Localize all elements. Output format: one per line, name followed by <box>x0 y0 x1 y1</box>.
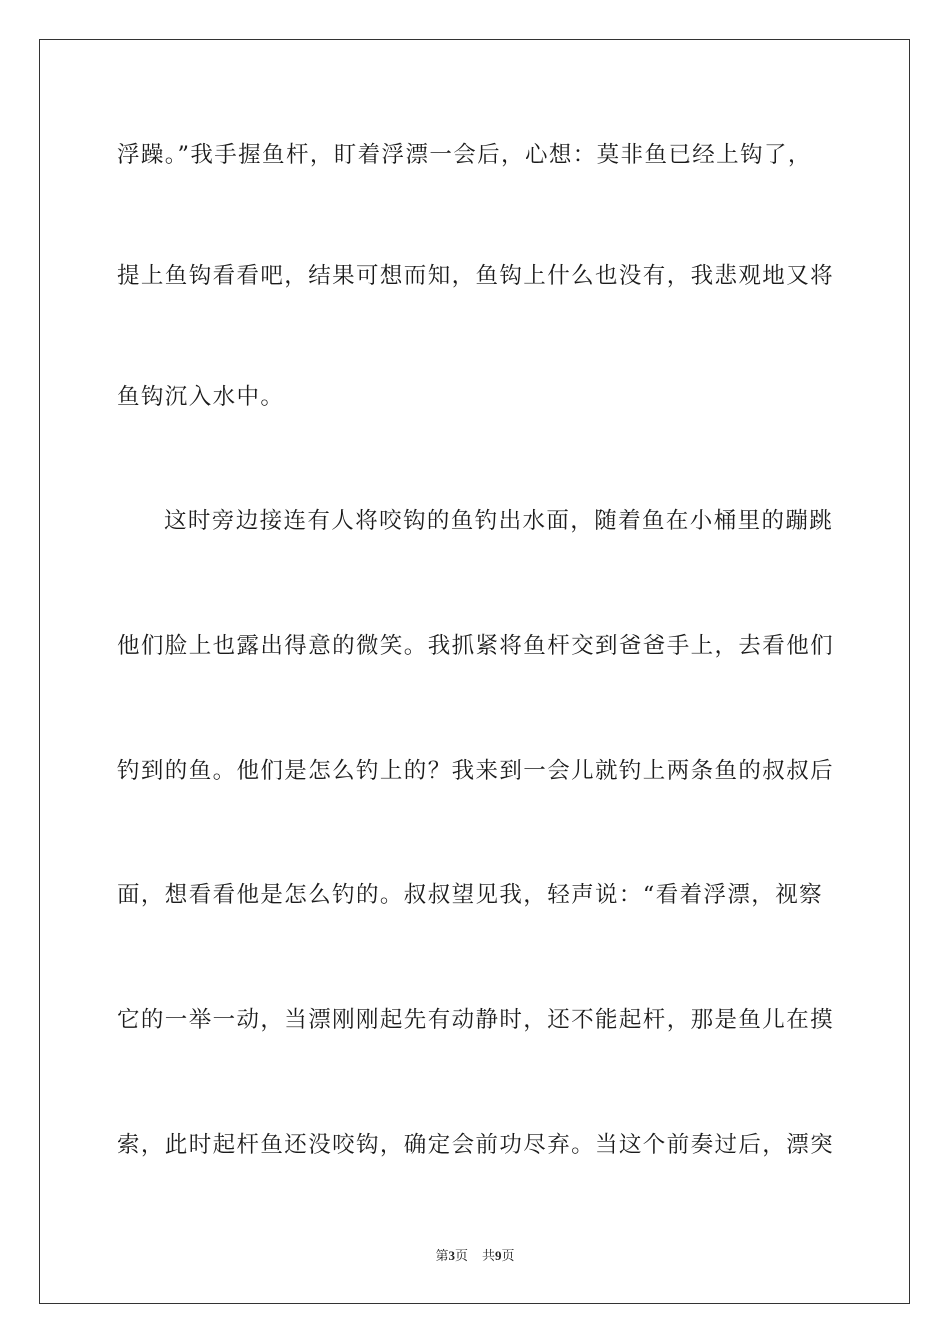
total-unit: 页 <box>501 1249 515 1264</box>
text-line-9: 索，此时起杆鱼还没咬钩，确定会前功尽弃。当这个前奏过后，漂突 <box>117 1132 835 1158</box>
text-line-1: 浮躁。”我手握鱼杆，盯着浮漂一会后，心想：莫非鱼已经上钩了， <box>117 142 812 168</box>
text-line-6: 钓到的鱼。他们是怎么钓上的？我来到一会儿就钓上两条鱼的叔叔后 <box>117 758 835 784</box>
text-line-3: 鱼钩沉入水中。 <box>117 384 285 410</box>
total-prefix: 共 <box>482 1249 496 1264</box>
page-border <box>39 39 910 1304</box>
text-line-7: 面，想看看他是怎么钓的。叔叔望见我，轻声说：“看着浮漂，视察 <box>117 882 824 908</box>
text-line-2: 提上鱼钩看看吧，结果可想而知，鱼钩上什么也没有，我悲观地又将 <box>117 263 835 289</box>
text-line-5: 他们脸上也露出得意的微笑。我抓紧将鱼杆交到爸爸手上，去看他们 <box>117 633 835 659</box>
page-current: 3 <box>448 1248 455 1263</box>
page-prefix: 第 <box>435 1249 449 1264</box>
page-unit: 页 <box>454 1249 468 1264</box>
page-footer <box>0 1247 950 1266</box>
text-line-8: 它的一举一动，当漂刚刚起先有动静时，还不能起杆，那是鱼儿在摸 <box>117 1007 835 1033</box>
text-line-4: 这时旁边接连有人将咬钩的鱼钓出水面，随着鱼在小桶里的蹦跳 <box>164 508 834 534</box>
page-total: 9 <box>495 1248 502 1263</box>
